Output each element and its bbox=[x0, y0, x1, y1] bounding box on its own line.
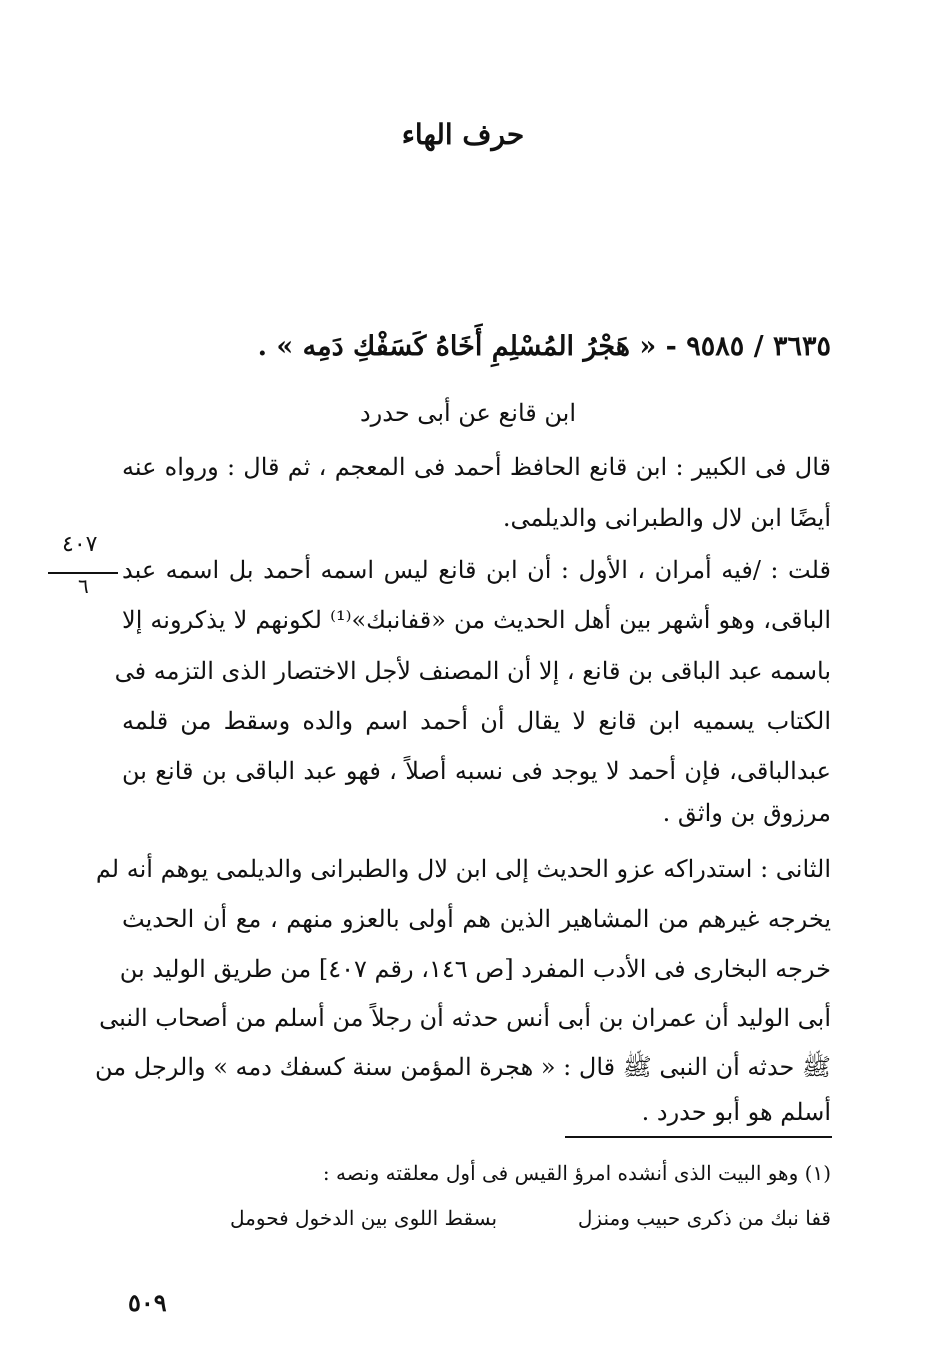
para1-line-2: أيضًا ابن لال والطبرانى والديلمى. bbox=[502, 504, 831, 532]
para2-line-3: باسمه عبد الباقى بن قانع ، إلا أن المصنف لأجل الاختصار الذى التزمه فى bbox=[114, 657, 831, 685]
para3-line-5: ﷺ حدثه أن النبى ﷺ قال : « هجرة المؤمن سنة كسفك دمه » والرجل من bbox=[95, 1053, 831, 1081]
verse-first-hemistich: قفا نبك من ذكرى حبيب ومنزل bbox=[577, 1206, 831, 1230]
footnote-separator bbox=[565, 1136, 832, 1138]
chapter-title: حرف الهاء bbox=[401, 118, 525, 151]
para2-line-1: قلت : /فيه أمران ، الأول : أن ابن قانع ليس اسمه أحمد بل اسمه عبد bbox=[122, 556, 831, 584]
para2-line-2: الباقى، وهو أشهر بين أهل الحديث من «قفانبك»⁽¹⁾ لكونهم لا يذكرونه إلا bbox=[122, 606, 832, 634]
verse-second-hemistich: بسقط اللوى بين الدخول فحومل bbox=[230, 1206, 498, 1230]
para2-line-4: الكتاب يسميه ابن قانع لا يقال أن أحمد اسم والده وسقط من قلمه bbox=[122, 707, 831, 735]
para3-line-4: أبى الوليد أن عمران بن أبى أنس حدثه أن رجلاً من أسلم من أصحاب النبى bbox=[99, 1004, 831, 1032]
para3-line-3: خرجه البخارى فى الأدب المفرد [ص ١٤٦، رقم ٤٠٧] من طريق الوليد بن bbox=[119, 955, 831, 983]
para3-line-1: الثانى : استدراكه عزو الحديث إلى ابن لال والطبرانى والديلمى يوهم أنه لم bbox=[95, 855, 831, 883]
para3-line-2: يخرجه غيرهم من المشاهير الذين هم أولى بالعزو منهم ، مع أن الحديث bbox=[122, 905, 831, 933]
para2-line-5: عبدالباقى، فإن أحمد لا يوجد فى نسبه أصلاً ، فهو عبد الباقى بن قانع بن bbox=[122, 757, 831, 785]
para1-line-1: قال فى الكبير : ابن قانع الحافظ أحمد فى المعجم ، ثم قال : ورواه عنه bbox=[122, 453, 831, 481]
hadith-header: ٣٦٣٥ / ٩٥٨٥ - « هَجْرُ المُسْلِمِ أَخَاهُ كَسَفْكِ دَمِه » . bbox=[257, 331, 831, 362]
source-line: ابن قانع عن أبى حدرد bbox=[359, 399, 576, 427]
para3-line-6: أسلم هو أبو حدرد . bbox=[641, 1098, 831, 1126]
para2-line-6: مرزوق بن واثق . bbox=[662, 799, 831, 827]
page-number: ٥٠٩ bbox=[128, 1288, 167, 1317]
footnote-text: (١) وهو البيت الذى أنشده امرؤ القيس فى أول معلقته ونصه : bbox=[322, 1161, 831, 1185]
margin-note-top: ٤٠٧ bbox=[62, 532, 98, 557]
margin-note-bottom: ٦ bbox=[78, 574, 89, 598]
